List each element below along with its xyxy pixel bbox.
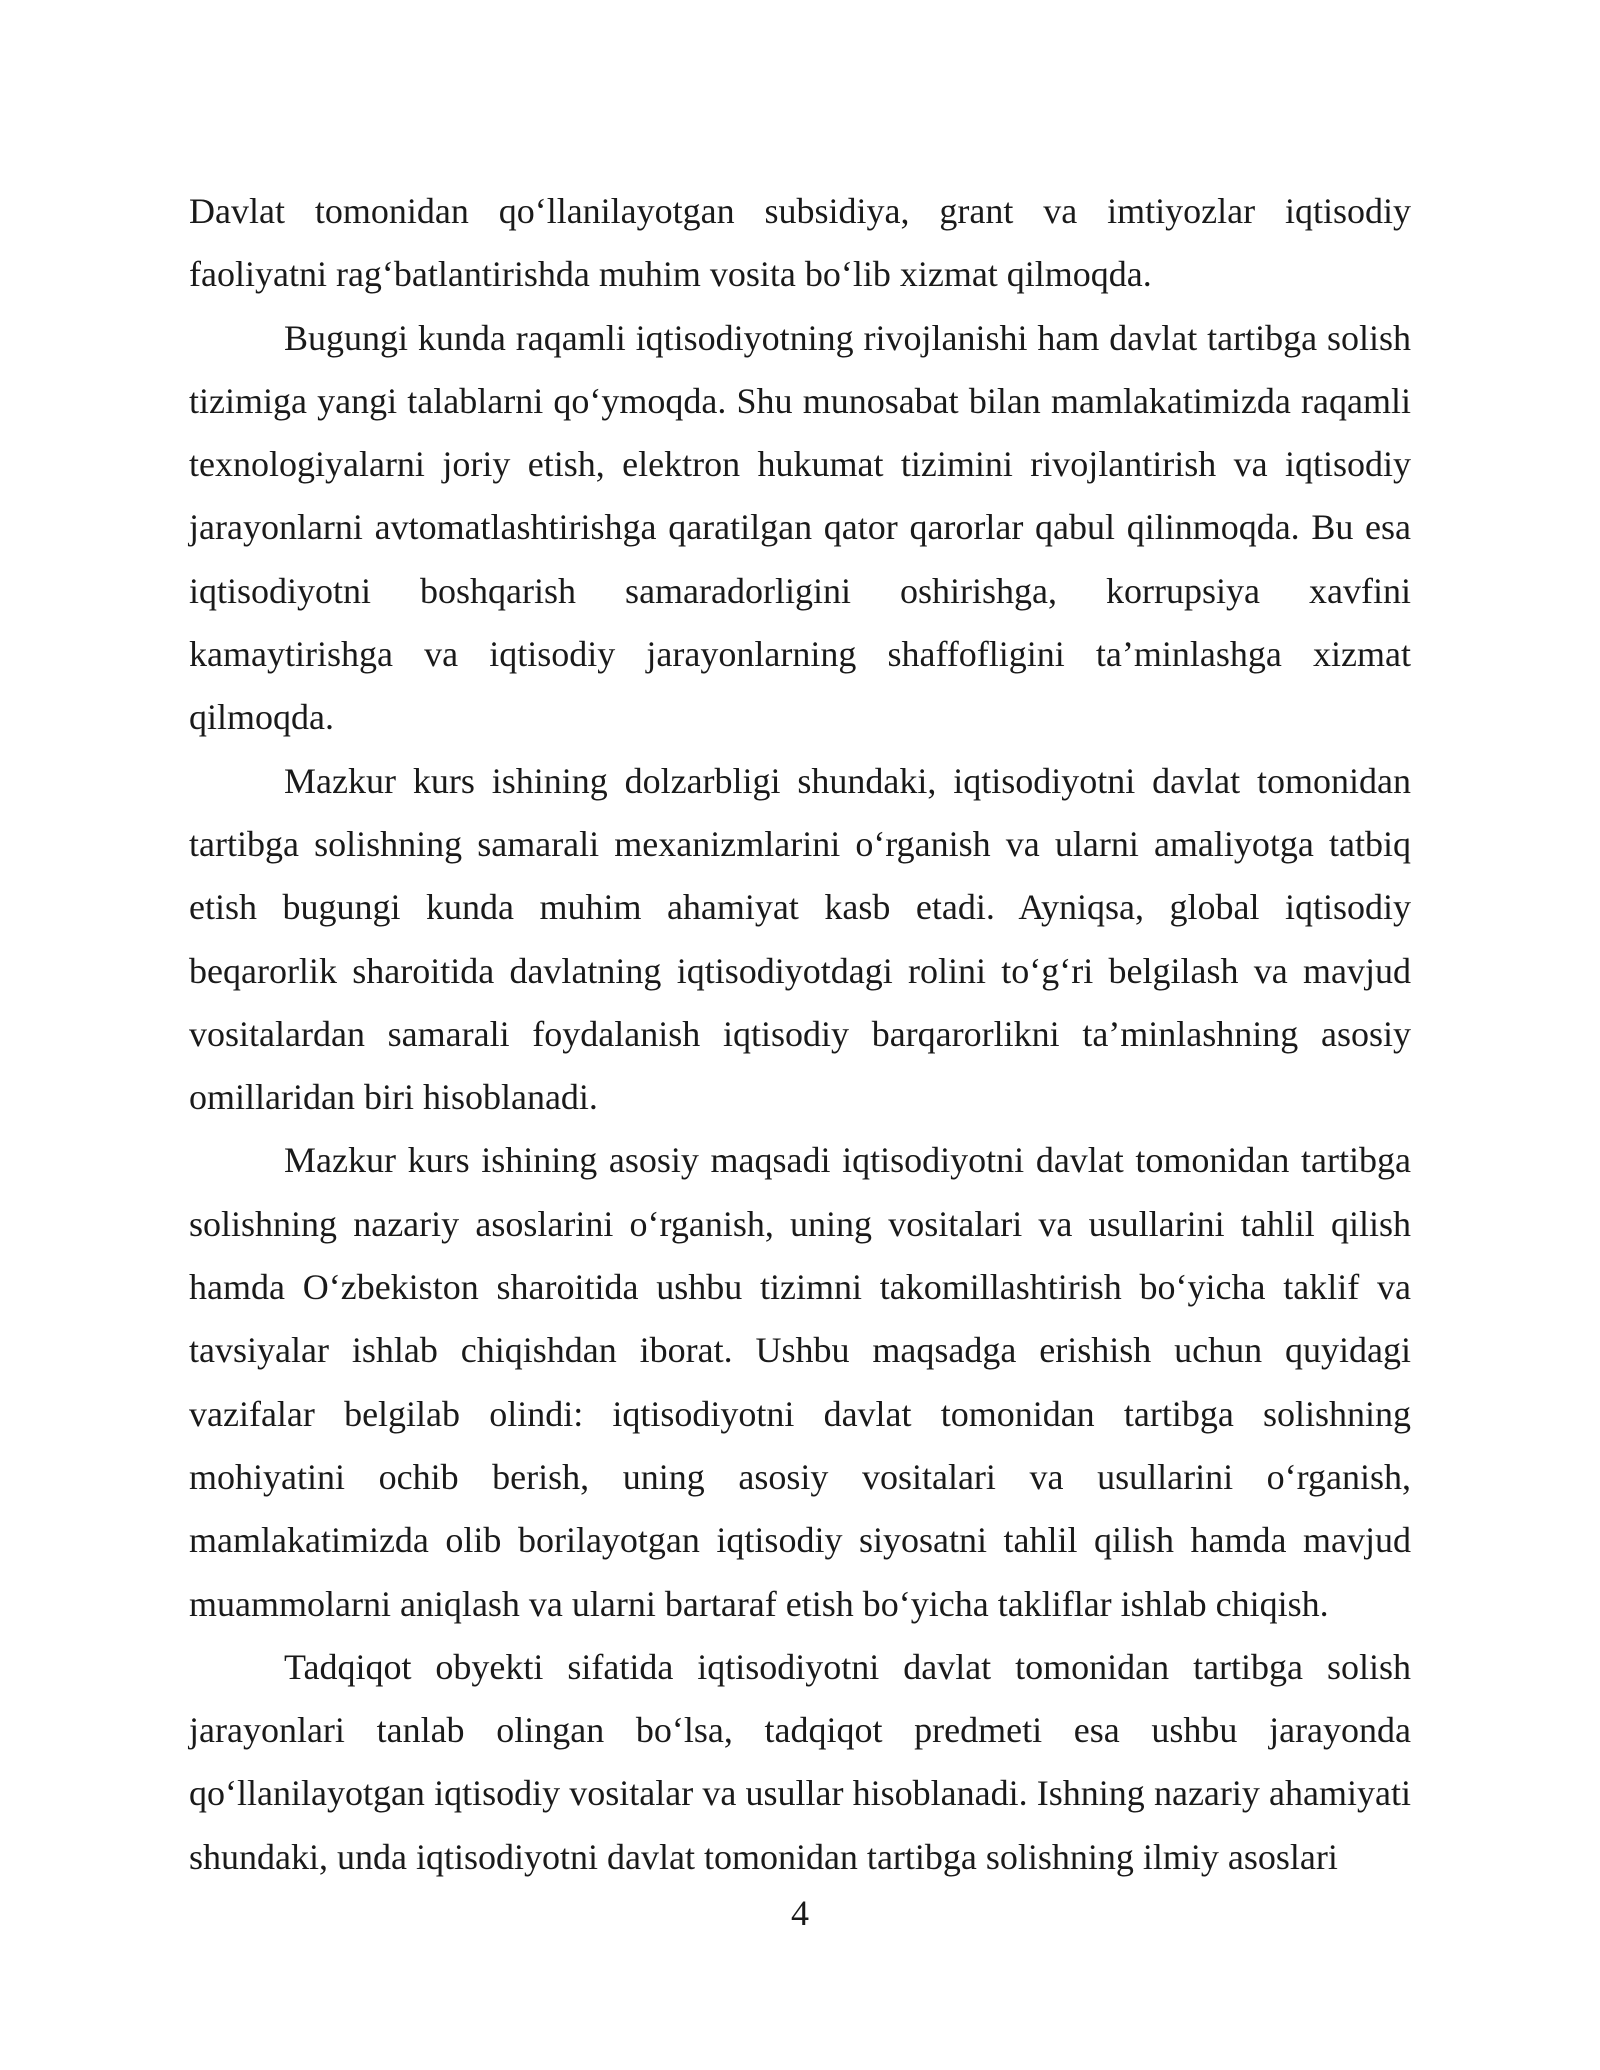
paragraph-continuation: Davlat tomonidan qo‘llanilayotgan subsidiya, grant va imtiyozlar iqtisodiy faoliyatni rag‘batlantirishda muhim vosita bo‘lib xizmat qilmoqda. bbox=[189, 191, 1411, 295]
paragraph-digital-economy: Bugungi kunda raqamli iqtisodiyotning rivojlanishi ham davlat tartibga solish tizimiga yangi talablarni qo‘ymoqda. Shu munosabat bilan mamlakatimizda raqamli texnologiyalarni joriy etish, elektron hukumat tizimini rivojlantirish va iqtisodiy jarayonlarni avtomatlashtirishga qaratilgan qator qarorlar qabul qilinmoqda. Bu esa iqtisodiyotni boshqarish samaradorligini oshirishga, korrupsiya xavfini kamaytirishga va iqtisodiy jarayonlarning shaffofligini ta’minlashga xizmat qilmoqda. bbox=[189, 317, 1411, 738]
document-body bbox=[189, 180, 1411, 1889]
paragraph-relevance: Mazkur kurs ishining dolzarbligi shundaki, iqtisodiyotni davlat tomonidan tartibga solishning samarali mexanizmlarini o‘rganish va ularni amaliyotga tatbiq etish bugungi kunda muhim ahamiyat kasb etadi. Ayniqsa, global iqtisodiy beqarorlik sharoitida davlatning iqtisodiyotdagi rolini to‘g‘ri belgilash va mavjud vositalardan samarali foydalanish iqtisodiy barqarorlikni ta’minlashning asosiy omillaridan biri hisoblanadi. bbox=[189, 760, 1411, 1118]
page-number: 4 bbox=[791, 1893, 809, 1933]
paragraph-goal-and-tasks: Mazkur kurs ishining asosiy maqsadi iqtisodiyotni davlat tomonidan tartibga solishning nazariy asoslarini o‘rganish, uning vositalari va usullarini tahlil qilish hamda O‘zbekiston sharoitida ushbu tizimni takomillashtirish bo‘yicha taklif va tavsiyalar ishlab chiqishdan iborat. Ushbu maqsadga erishish uchun quyidagi vazifalar belgilab olindi: iqtisodiyotni davlat tomonidan tartibga solishning mohiyatini ochib berish, uning asosiy vositalari va usullarini o‘rganish, mamlakatimizda olib borilayotgan iqtisodiy siyosatni tahlil qilish hamda mavjud muammolarni aniqlash va ularni bartaraf etish bo‘yicha takliflar ishlab chiqish. bbox=[189, 1140, 1411, 1624]
paragraph-research-object: Tadqiqot obyekti sifatida iqtisodiyotni davlat tomonidan tartibga solish jarayonlari tanlab olingan bo‘lsa, tadqiqot predmeti esa ushbu jarayonda qo‘llanilayotgan iqtisodiy vositalar va usullar hisoblanadi. Ishning nazariy ahamiyati shundaki, unda iqtisodiyotni davlat tomonidan tartibga solishning ilmiy asoslari bbox=[189, 1646, 1411, 1877]
